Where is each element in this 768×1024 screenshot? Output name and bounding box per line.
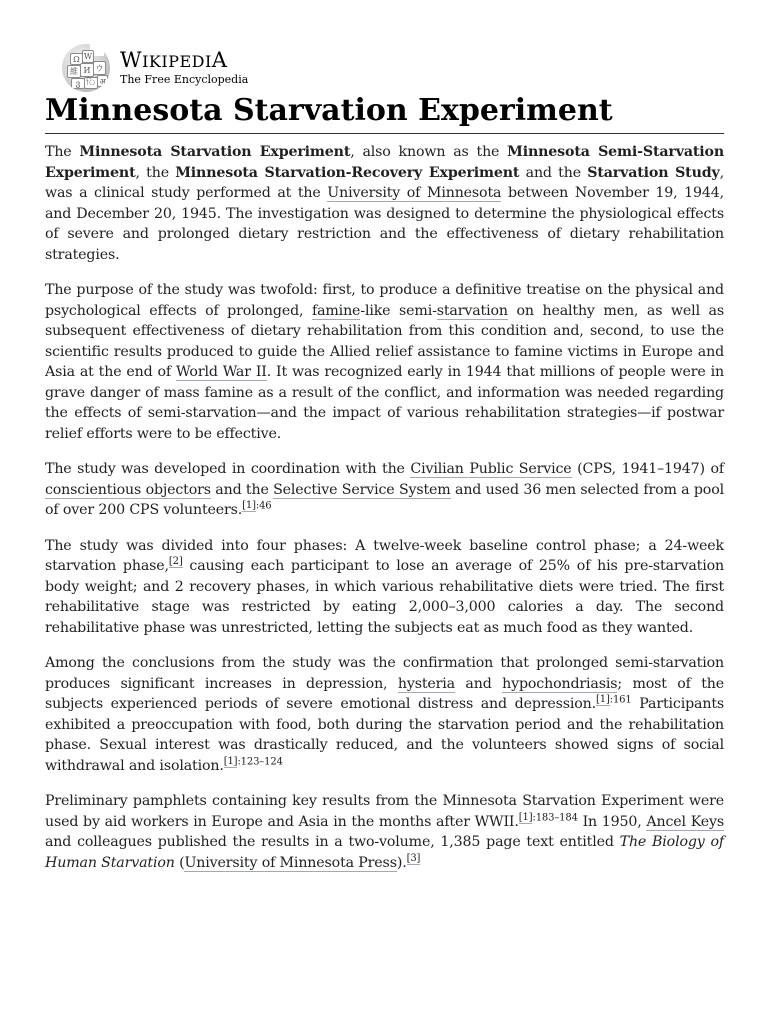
page-title: Minnesota Starvation Experiment <box>45 91 724 134</box>
paragraph-5: Among the conclusions from the study was the confirmation that prolonged semi-starvation produces significant increases in depression, hysteria and hypochondriasis; most of the subjects experienced periods of severe emotional distress and depression.$^{[1]:161}$ Participants exhibited a preoccupation with food, both during the starvation period and the rehabilitation phase. Sexual interest was drastically reduced, and the volunteers showed signs of social withdrawal and isolation.$^{[1]:123-124}$ <box>45 655 725 774</box>
link-university-of-minnesota[interactable]: University of Minnesota <box>327 185 502 201</box>
citation-ref[interactable]: [2] <box>168 556 183 568</box>
citation-ref[interactable]: [1]:46 <box>242 500 272 512</box>
citation-ref[interactable]: [1]:183–184 <box>518 811 578 823</box>
bold-term: Starvation Study <box>587 164 720 181</box>
book-title: The Biology of Human Starvation <box>45 834 724 871</box>
link-famine[interactable]: famine <box>311 302 361 319</box>
link-university-of-minnesota-press[interactable]: University of Minnesota Press <box>184 854 397 871</box>
paragraph-2: The purpose of the study was twofold: first, to produce a definitive treatise on the physical and psychological effects of prolonged, famine-like semi-starvation on healthy men, as well as subsequent effectiveness of dietary rehabilitation from this condition and, second, to use the scientific results produced to guide the Allied relief assistance to famine victims in Europe and Asia at the end of World War II. It was recognized early in 1944 that millions of people were in grave danger of mass famine as a result of the conflict, and information was needed regarding the effects of semi-starvation—and the impact of various rehabilitation strategies—if postwar relief efforts were to be effective. <box>45 282 724 442</box>
wikipedia-wordmark[interactable] <box>120 49 248 87</box>
tagline: The Free Encyclopedia <box>120 73 249 86</box>
paragraph-6: Preliminary pamphlets containing key results from the Minnesota Starvation Experiment were used by aid workers in Europe and Asia in the months after WWII.$^{[1]:183-184}$ In 1950, Ancel Keys and colleagues published the results in a two-volume, 1,385 page text entitled The Biology of Human Starvation (University of Minnesota Press).[3] <box>45 793 725 871</box>
link-ancel-keys[interactable]: Ancel Keys <box>646 813 725 830</box>
citation-ref[interactable]: [3] <box>406 852 421 864</box>
citation-ref[interactable]: [1]:123–124 <box>223 755 283 767</box>
article-body <box>45 142 724 888</box>
link-conscientious-objectors[interactable]: conscientious objectors <box>45 481 211 498</box>
wikipedia-globe-icon[interactable]: Ω W 維 И ウ ვ ি अ <box>62 44 110 92</box>
link-starvation[interactable]: starvation <box>436 302 508 319</box>
paragraph-3: The study was developed in coordination with the Civilian Public Service (CPS, 1941–1947) of conscientious objectors and the Selective Service System and used 36 men selected from a pool of over 200 CPS volunteers.$^{[1]:46}$ <box>45 461 725 518</box>
paragraph-1: The Minnesota Starvation Experiment, also known as the Minnesota Semi-Starvation Experiment, the Minnesota Starvation-Recovery Experiment and the Starvation Study, was a clinical study performed at the University of Minnesota between November 19, 1944, and December 20, 1945. The investigation was designed to determine the physiological effects of severe and prolonged dietary restriction and the effectiveness of dietary rehabilitation strategies. <box>45 144 725 263</box>
wordmark-text: WIKIPEDIA <box>120 48 228 72</box>
link-world-war-ii[interactable]: World War II <box>175 364 267 380</box>
citation-ref[interactable]: [1]:161 <box>596 694 632 706</box>
link-hypochondriasis[interactable]: hypochondriasis <box>502 675 618 692</box>
bold-term: Minnesota Starvation-Recovery Experiment <box>175 164 520 181</box>
link-hysteria[interactable]: hysteria <box>397 675 455 692</box>
bold-term: Minnesota Semi-Starvation Experiment <box>45 144 725 181</box>
link-civilian-public-service[interactable]: Civilian Public Service <box>410 461 572 477</box>
paragraph-4: The study was divided into four phases: A twelve-week baseline control phase; a 24-week starvation phase,[2] causing each participant to lose an average of 25% of his pre-starvation body weight; and 2 recovery phases, in which various rehabilitative diets were tried. The first rehabilitative stage was restricted by eating 2,000–3,000 calories a day. The second rehabilitative phase was unrestricted, letting the subjects eat as much food as they wanted. <box>45 537 724 636</box>
site-header <box>62 44 248 92</box>
bold-term: Minnesota Starvation Experiment <box>79 144 351 160</box>
link-selective-service-system[interactable]: Selective Service System <box>273 481 451 498</box>
